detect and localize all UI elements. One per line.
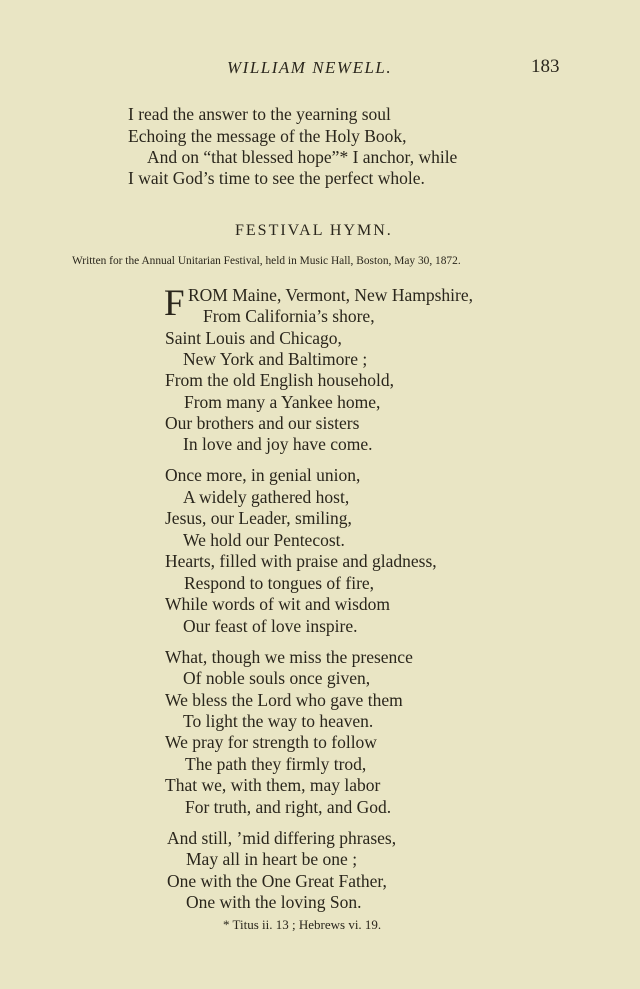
poem-line: What, though we miss the presence [165,647,413,667]
poem-line: Respond to tongues of fire, [184,573,375,593]
poem-line: In love and joy have come. [183,434,373,454]
poem-line: And still, ’mid differing phrases, [167,828,397,848]
hymn-subtitle: Written for the Annual Unitarian Festival, held in Music Hall, Boston, May 30, 1872. [72,255,461,267]
poem-line: Jesus, our Leader, smiling, [165,508,352,528]
poem-line: The path they firmly trod, [185,754,367,774]
poem-line: A widely gathered host, [183,487,350,507]
poem-line: Of noble souls once given, [183,668,371,688]
poem-line: For truth, and right, and God. [185,797,392,817]
poem-line: Hearts, filled with praise and gladness, [165,551,437,571]
poem-line: May all in heart be one ; [186,849,358,869]
poem-line: While words of wit and wisdom [165,594,391,614]
poem-line: Once more, in genial union, [165,465,361,485]
page-number: 183 [531,56,560,77]
poem-line: We hold our Pentecost. [183,530,345,550]
poem-line: Our feast of love inspire. [183,616,358,636]
poem-line: Saint Louis and Chicago, [165,328,342,348]
poem-line: Echoing the message of the Holy Book, [128,126,407,146]
poem-line: Our brothers and our sisters [165,413,360,433]
running-head [0,58,640,82]
hymn-title: FESTIVAL HYMN. [235,222,393,239]
poem-line: From the old English household, [165,370,394,390]
poem-line: One with the One Great Father, [167,871,387,891]
poem-line: That we, with them, may labor [165,775,381,795]
poem-line: I read the answer to the yearning soul [128,104,391,124]
poem-line: We pray for strength to follow [165,732,377,752]
drop-cap: F [164,283,185,324]
footnote: * Titus ii. 13 ; Hebrews vi. 19. [223,917,382,932]
poem-line: From California’s shore, [203,306,375,326]
poem-line: I wait God’s time to see the perfect whole. [128,168,425,188]
poem-line: We bless the Lord who gave them [165,690,403,710]
poem-line: To light the way to heaven. [183,711,374,731]
poem-line: New York and Baltimore ; [183,349,368,369]
running-title: WILLIAM NEWELL. [227,58,393,77]
poem-line: From many a Yankee home, [184,392,381,412]
poem-line: One with the loving Son. [186,892,362,912]
poem-line: ROM Maine, Vermont, New Hampshire, [188,285,473,305]
poem-line: And on “that blessed hope”* I anchor, while [147,147,458,167]
